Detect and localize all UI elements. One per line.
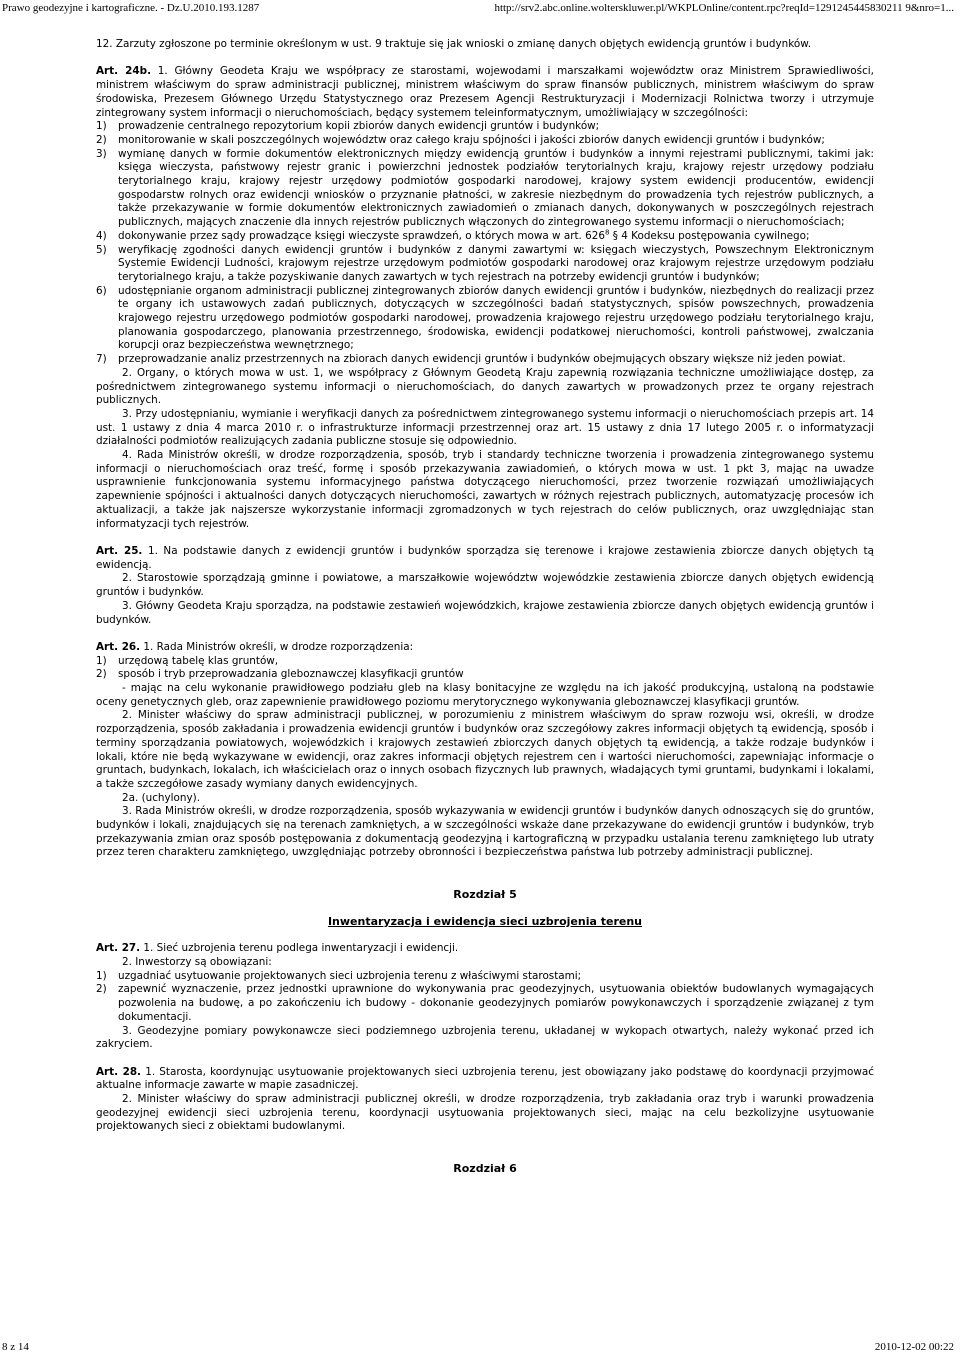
- page-number: 8 z 14: [2, 1341, 29, 1353]
- list-item: 4) dokonywanie przez sądy prowadzące księgi wieczyste sprawdzeń, o których mowa w art. $626^8$ § 4 Kodeksu postępowania cywilnego;: [96, 228, 810, 242]
- paragraph-12: 12. Zarzuty zgłoszone po terminie określonym w ust. 9 traktuje się jak wnioski o zmianę danych objętych ewidencją gruntów i budynków.: [96, 38, 812, 50]
- article-paragraph: 1. Sieć uzbrojenia terenu podlega inwentaryzacji i ewidencji.: [143, 942, 459, 955]
- article-27: [96, 942, 874, 956]
- article-paragraph: 3. Rada Ministrów określi, w drodze rozporządzenia, sposób wykazywania w ewidencji gruntów i budynków danych odnoszących się do gruntów, budynków i lokali, znajdujących się na terenach zamkniętych, a w szczególności wskaże dane przekazywane do ewidencji gruntów i budynków, tryb przekazywania zmian oraz sposób postępowania z dokumentacją geodezyjną i kartograficzną w przypadku ustalania terenu zamkniętego lub utraty przez teren charakteru zamkniętego, uwzględniając potrzeby obronności i bezpieczeństwa państwa lub potrzeby administracji publicznej.: [96, 805, 874, 859]
- list-item: 2) zapewnić wyznaczenie, przez jednostki uprawnione do wykonywania prac geodezyjnych, usytuowania obiektów budowlanych wymagających pozwolenia na budowę, a po zakończeniu ich budowy - dokonanie geodezyjnych pomiarów powykonawczych i sporządzenie związanej z tym dokumentacji.: [96, 983, 874, 1023]
- list-item: 3) wymianę danych w formie dokumentów elektronicznych między ewidencją gruntów i budynków a innymi rejestrami publicznymi, takimi jak: księga wieczysta, państwowy rejestr granic i powierzchni jednostek podziałów terytorialnych kraju, krajowy rejestr urzędowy podziału terytorialnego kraju, krajowy rejestr urzędowy podmiotów gospodarki narodowej, krajowy system ewidencji producentów, ewidencji gospodarstw rolnych oraz ewidencji wniosków o przyznanie płatności, w zakresie niezbędnym do prowadzenia tych rejestrów publicznych, a także przekazywanie w formie dokumentów elektronicznych zawiadomień o zmianach danych, dokonywanych w poszczególnych rejestrach publicznych, mających znaczenie dla innych rejestrów publicznych włączonych do zintegrowanego systemu informacji o nieruchomościach;: [96, 147, 874, 229]
- article-24b-items: [96, 120, 874, 367]
- document-url: http://srv2.abc.online.wolterskluwer.pl/WKPLOnline/content.rpc?reqId=1291245445830211 9&nro=1...: [494, 2, 954, 14]
- list-item: 1) prowadzenie centralnego repozytorium kopii zbiorów danych ewidencji gruntów i budynków;: [96, 120, 600, 133]
- article-paragraph: 2. Starostowie sporządzają gminne i powiatowe, a marszałkowie województw wojewódzkie zestawienia zbiorcze danych objętych ewidencją gruntów i budynków.: [96, 572, 874, 599]
- chapter-title: Rozdział 5: [453, 887, 517, 901]
- article-paragraph: 3. Przy udostępnianiu, wymianie i weryfikacji danych za pośrednictwem zintegrowanego systemu informacji o nieruchomościach przepis art. 14 ust. 1 ustawy z dnia 4 marca 2010 r. o infrastrukturze informacji przestrzennej oraz art. 15 ustawy z dnia 17 lutego 2005 r. o informatyzacji działalności podmiotów realizujących zadania publiczne stosuje się odpowiednio.: [96, 407, 874, 448]
- article-label: Art. 27.: [96, 942, 141, 955]
- list-item: 5) weryfikację zgodności danych ewidencji gruntów i budynków z danymi zawartymi w: księgach wieczystych, Powszechnym Elektronicznym Systemie Ewidencji Ludności, krajowym rejestrze urzędowym podmiotów gospodarki narodowej oraz krajowym rejestrze urzędowym podziału terytorialnego kraju, a także pozyskiwanie danych zawartych w tych rejestrach na potrzeby ewidencji gruntów i budynków;: [96, 243, 874, 283]
- article-paragraph: 2a. (uchylony).: [122, 791, 201, 804]
- article-28: [96, 1066, 874, 1093]
- article-24b: [96, 65, 874, 120]
- article-label: Art. 24b.: [96, 65, 152, 78]
- chapter-name: Inwentaryzacja i ewidencja sieci uzbrojenia terenu: [327, 914, 643, 928]
- article-label: Art. 26.: [96, 640, 141, 653]
- list-item: 1) uzgadniać usytuowanie projektowanych sieci uzbrojenia terenu z właściwymi starostami;: [96, 969, 582, 982]
- article-paragraph: 3. Główny Geodeta Kraju sporządza, na podstawie zestawień wojewódzkich, krajowe zestawienia zbiorcze danych objętych ewidencją gruntów i budynków.: [96, 599, 874, 626]
- document-title: Prawo geodezyjne i kartograficzne. - Dz.U.2010.193.1287: [2, 2, 260, 14]
- list-item: 6) udostępnianie organom administracji publicznej zintegrowanych zbiorów danych ewidencji gruntów i budynków, niezbędnych do realizacji przez te organy ich ustawowych zadań publicznych, dotyczących w szczególności badań statystycznych, spisów powszechnych, prowadzenia krajowego rejestru urzędowego podmiotów gospodarki narodowej, prowadzenia krajowego rejestru urzędowego podziału terytorialnego kraju, planowania gospodarczego, planowania przestrzennego, środowiska, ewidencji podatkowej nieruchomości, kontroli państwowej, zwalczania korupcji oraz bezpieczeństwa wewnętrznego;: [96, 284, 874, 352]
- article-paragraph: 1. Główny Geodeta Kraju we współpracy ze starostami, wojewodami i marszałkami województw oraz Ministrem Sprawiedliwości, ministrem właściwym do spraw administracji publicznej, ministrem właściwym do spraw finansów publicznych, ministrem właściwym do spraw środowiska, Prezesem Głównego Urzędu Statystycznego oraz Prezesem Agencji Restrukturyzacji i Modernizacji Rolnictwa tworzy i utrzymuje zintegrowany system informacji o nieruchomościach, będący systemem teleinformatycznym, umożliwiający w szczególności:: [96, 65, 874, 119]
- article-paragraph: 2. Organy, o których mowa w ust. 1, we współpracy z Głównym Geodetą Kraju zapewnią rozwiązania techniczne umożliwiające dostęp, za pośrednictwem zintegrowanego systemu informacji o nieruchomościach, do danych zawartych w prowadzonych przez te organy rejestrach publicznych.: [96, 366, 874, 407]
- list-item: 2) sposób i tryb przeprowadzania gleboznawczej klasyfikacji gruntów: [96, 668, 464, 681]
- browser-print-footer: [0, 1341, 960, 1355]
- article-paragraph: 1. Rada Ministrów określi, w drodze rozporządzenia:: [143, 640, 414, 653]
- document-body: [96, 38, 874, 1175]
- chapter-title: Rozdział 6: [453, 1161, 517, 1175]
- article-paragraph: 2. Minister właściwy do spraw administracji publicznej, w porozumieniu z ministrem właściwym do spraw rozwoju wsi, określi, w drodze rozporządzenia, sposób zakładania i prowadzenia ewidencji gruntów i budynków oraz szczegółowy zakres informacji objętych tą ewidencją, sposób i terminy sporządzania powiatowych, wojewódzkich i krajowych zestawień zbiorczych danych objętych tą ewidencją, a także rodzaje budynków i lokali, które nie będą wykazywane w ewidencji, oraz zakres informacji objętych rejestrem cen i wartości nieruchomości, zapewniając informacje o gruntach, budynkach, lokalach, ich właścicielach oraz o innych osobach fizycznych lub prawnych, władających tymi gruntami, budynkami i lokalami, a także szczegółowe zasady wymiany danych ewidencyjnych.: [96, 709, 874, 790]
- article-paragraph: 3. Geodezyjne pomiary powykonawcze sieci podziemnego uzbrojenia terenu, układanej w wykopach otwartych, należy wykonać przed ich zakryciem.: [96, 1024, 874, 1051]
- list-item: 2) monitorowanie w skali poszczególnych województw oraz całego kraju spójności i jakości zbiorów danych ewidencji gruntów i budynków;: [96, 133, 825, 146]
- list-item: 7) przeprowadzanie analiz przestrzennych na zbiorach danych ewidencji gruntów i budynków obejmujących obszary większe niż jeden powiat.: [96, 353, 846, 366]
- article-paragraph: 2. Inwestorzy są obowiązani:: [122, 956, 272, 968]
- article-paragraph: 1. Starosta, koordynując usytuowanie projektowanych sieci uzbrojenia terenu, jest obowiązany jako podstawę do koordynacji przyjmować aktualne informacje zawarte w mapie zasadniczej.: [96, 1065, 874, 1092]
- browser-print-header: [0, 0, 960, 18]
- article-25: [96, 545, 874, 572]
- article-26: [96, 641, 874, 655]
- article-label: Art. 25.: [96, 544, 143, 557]
- article-paragraph: - mając na celu wykonanie prawidłowego podziału gleb na klasy bonitacyjne ze względu na ich jakość produkcyjną, ustaloną na podstawie oceny genetycznych gleb, oraz zapewnienie prawidłowego poziomu merytorycznego wykonywania gleboznawczej klasyfikacji gruntów.: [96, 682, 874, 708]
- article-paragraph: 4. Rada Ministrów określi, w drodze rozporządzenia, sposób, tryb i standardy techniczne tworzenia i prowadzenia zintegrowanego systemu informacji o nieruchomościach oraz treść, formę i sposób przekazywania zawiadomień, o których mowa w ust. 1 pkt 3, mając na uwadze usprawnienie funkcjonowania systemu informacyjnego państwa dotyczącego nieruchomości, przez tworzenie rozwiązań umożliwiających zapewnienie spójności i aktualności danych dotyczących nieruchomości, zawartych w różnych rejestrach publicznych, automatyzację procesów ich aktualizacji, a także jak najszersze wykorzystanie informacji zgromadzonych w tych rejestrach do celów publicznych, oraz uwzględniając stan informatyzacji tych rejestrów.: [96, 449, 874, 530]
- article-paragraph: 2. Minister właściwy do spraw administracji publicznej określi, w drodze rozporządzenia, tryb zakładania oraz tryb i warunki prowadzenia geodezyjnej ewidencji sieci uzbrojenia terenu, koordynacji usytuowania projektowanych sieci, mając na celu bezkolizyjne usytuowanie projektowanych sieci z obiektami budowlanymi.: [96, 1093, 874, 1133]
- article-label: Art. 28.: [96, 1065, 141, 1078]
- list-item: 1) urzędową tabelę klas gruntów,: [96, 654, 279, 667]
- article-paragraph: 1. Na podstawie danych z ewidencji gruntów i budynków sporządza się terenowe i krajowe zestawienia zbiorcze danych objętych tą ewidencją.: [96, 544, 874, 571]
- print-timestamp: 2010-12-02 00:22: [874, 1341, 954, 1353]
